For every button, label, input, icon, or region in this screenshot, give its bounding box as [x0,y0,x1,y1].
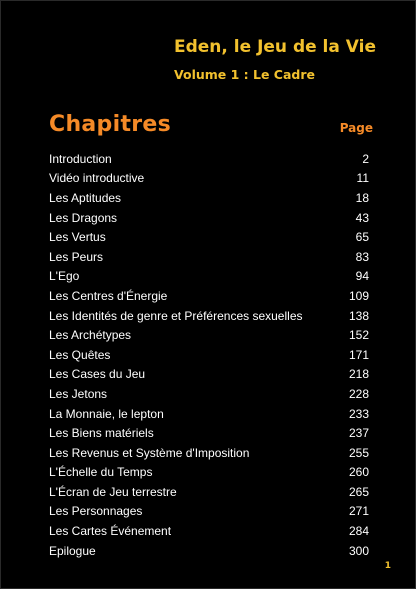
toc-entry-title: L'Échelle du Temps [49,465,153,480]
toc-entry[interactable] [49,345,369,365]
toc-entry[interactable] [49,149,369,169]
toc-entry-title: Les Aptitudes [49,190,122,205]
toc-entry-title: Les Jetons [49,386,108,401]
toc-entry-page: 218 [348,367,369,382]
toc-entry-page: 271 [348,504,369,519]
toc-entry[interactable] [49,286,369,306]
table-of-contents [49,149,369,560]
toc-entry-page: 18 [355,190,369,205]
toc-entry-page: 109 [348,288,369,303]
page-number: 1 [384,561,391,571]
book-title: Eden, le Jeu de la Vie [174,37,376,57]
toc-entry-page: 228 [348,386,369,401]
toc-entry[interactable] [49,502,369,522]
toc-entry-page: 11 [356,171,369,186]
toc-entry-page: 94 [355,269,369,284]
page-column-heading: Page [339,121,373,135]
toc-entry-title: Les Cartes Événement [49,524,172,539]
toc-entry-page: 237 [348,426,369,441]
toc-entry[interactable] [49,208,369,228]
toc-entry[interactable] [49,463,369,483]
toc-entry[interactable] [49,423,369,443]
toc-entry-title: Les Archétypes [49,328,132,343]
toc-entry-page: 2 [362,151,369,166]
toc-heading: Chapitres [49,112,172,137]
toc-entry-title: Les Biens matériels [49,426,154,441]
toc-entry-title: L'Écran de Jeu terrestre [49,484,177,499]
toc-entry-title: Les Identités de genre et Préférences sexuelles [49,308,303,323]
toc-entry[interactable] [49,443,369,463]
toc-entry-page: 83 [355,249,369,264]
toc-entry-title: Les Revenus et Système d'Imposition [49,445,250,460]
toc-entry-page: 152 [348,328,369,343]
toc-entry[interactable] [49,169,369,189]
toc-entry[interactable] [49,188,369,208]
toc-entry-title: Les Vertus [49,230,106,245]
toc-entry[interactable] [49,482,369,502]
toc-entry[interactable] [49,306,369,326]
toc-entry[interactable] [49,267,369,287]
toc-entry[interactable] [49,541,369,561]
toc-entry-title: Les Peurs [49,249,104,264]
toc-entry-page: 265 [348,484,369,499]
toc-entry-page: 255 [348,445,369,460]
toc-entry-page: 233 [348,406,369,421]
toc-entry-title: L'Ego [49,269,80,284]
toc-entry-page: 284 [348,524,369,539]
toc-entry-title: Les Dragons [49,210,118,225]
toc-entry-page: 171 [348,347,369,362]
book-subtitle: Volume 1 : Le Cadre [174,67,316,82]
toc-entry[interactable] [49,247,369,267]
toc-entry[interactable] [49,325,369,345]
toc-entry[interactable] [49,521,369,541]
toc-entry[interactable] [49,404,369,424]
toc-entry-page: 43 [355,210,369,225]
toc-entry-title: Epilogue [49,543,96,558]
toc-entry-title: Introduction [49,151,112,166]
toc-entry-title: La Monnaie, le lepton [49,406,164,421]
toc-entry-page: 138 [348,308,369,323]
toc-entry-page: 65 [355,230,369,245]
toc-entry-title: Les Personnages [49,504,143,519]
toc-entry[interactable] [49,384,369,404]
toc-entry[interactable] [49,227,369,247]
toc-entry-title: Vidéo introductive [49,171,145,186]
toc-entry-title: Les Quêtes [49,347,111,362]
toc-entry-title: Les Centres d'Énergie [49,288,168,303]
toc-entry-page: 300 [348,543,369,558]
toc-entry-title: Les Cases du Jeu [49,367,146,382]
toc-entry[interactable] [49,365,369,385]
toc-entry-page: 260 [348,465,369,480]
